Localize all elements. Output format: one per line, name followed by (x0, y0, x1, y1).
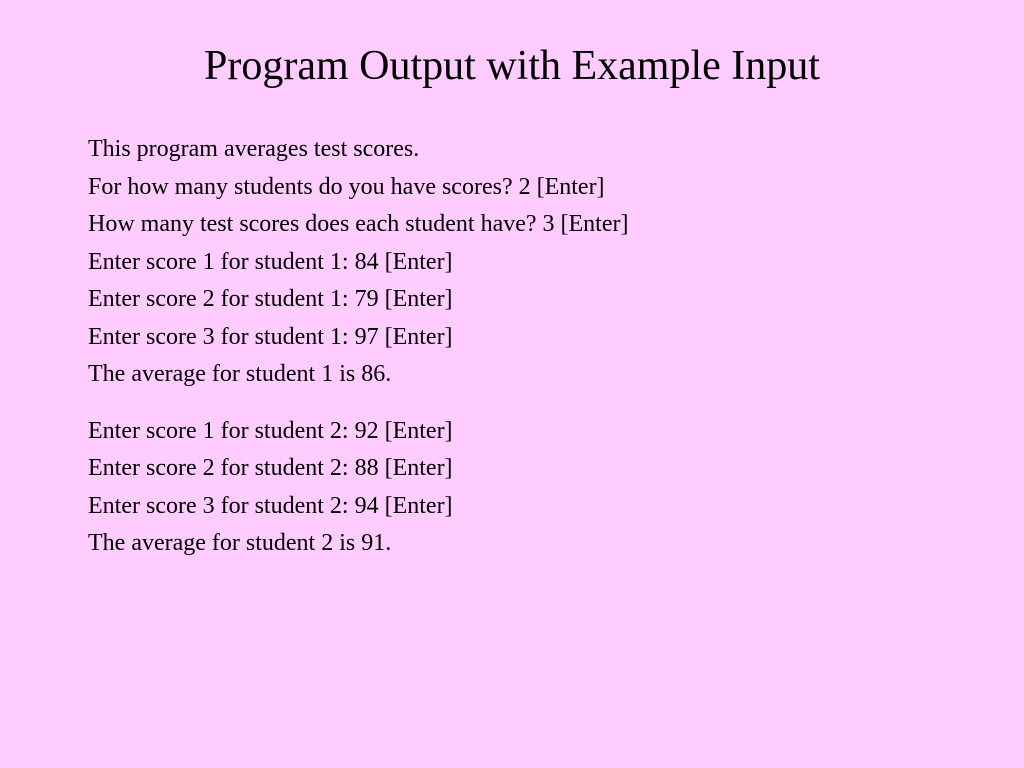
output-line: Enter score 3 for student 2: 94 [Enter] (88, 492, 453, 519)
output-line: Enter score 1 for student 1: 84 [Enter] (88, 248, 453, 275)
program-output (88, 131, 968, 563)
output-line: Enter score 2 for student 1: 79 [Enter] (88, 286, 453, 312)
output-line: The average for student 2 is 91. (88, 530, 392, 556)
output-block-student-1 (88, 131, 968, 394)
output-line: The average for student 1 is 86. (88, 361, 392, 387)
slide-title: Program Output with Example Input (204, 43, 820, 89)
output-line: Enter score 2 for student 2: 88 [Enter] (88, 455, 453, 481)
output-block-student-2 (88, 413, 968, 563)
output-line: Enter score 1 for student 2: 92 [Enter] (88, 417, 453, 444)
output-line: Enter score 3 for student 1: 97 [Enter] (88, 323, 453, 350)
output-line: This program averages test scores. (88, 136, 420, 162)
output-line: How many test scores does each student have? 3 [Enter] (88, 211, 629, 237)
output-line: For how many students do you have scores? 2 [Enter] (88, 173, 605, 200)
